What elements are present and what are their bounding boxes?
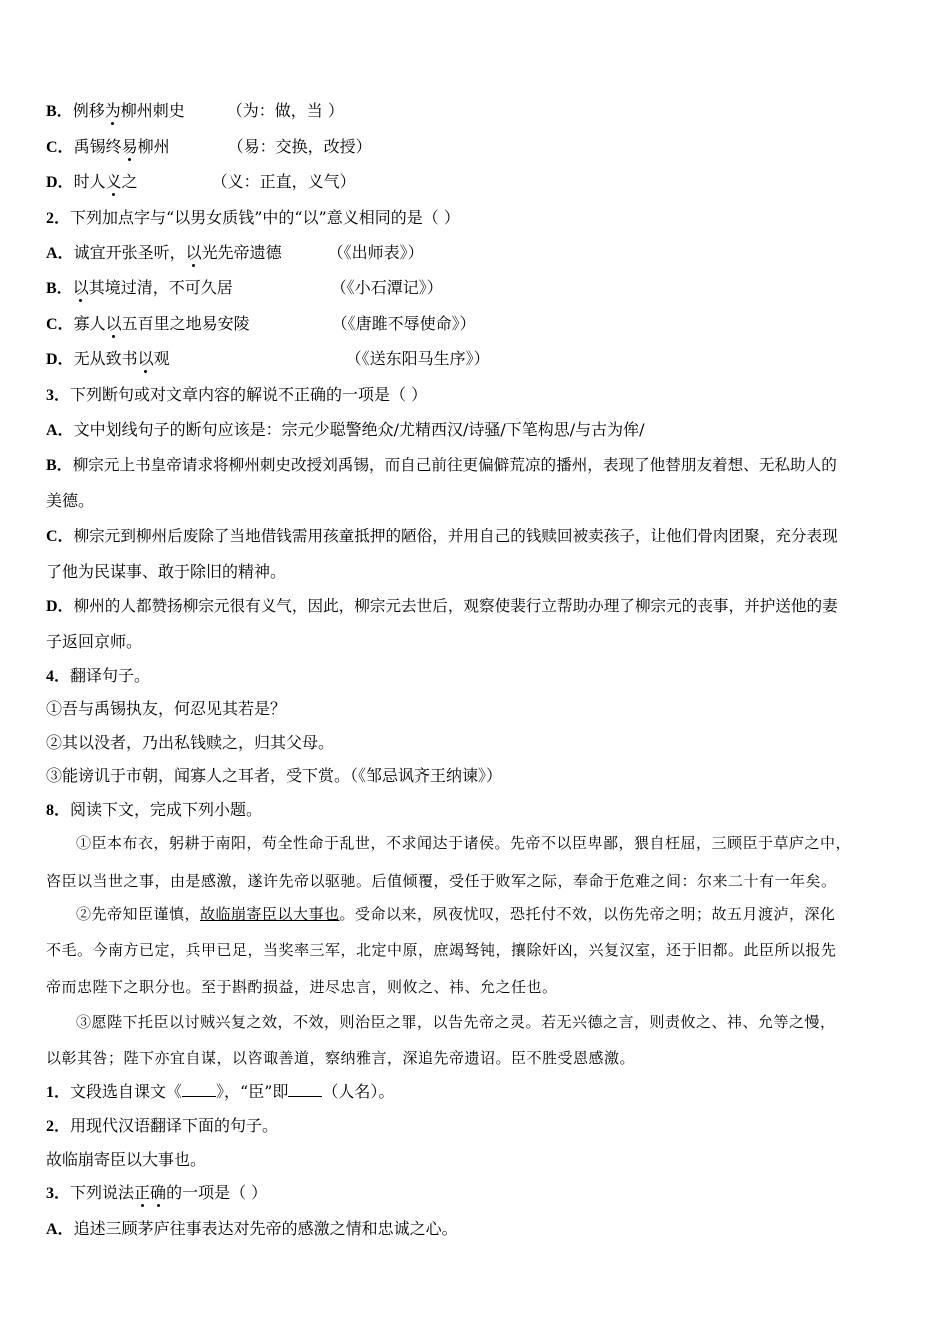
question-4-item-2: ②其以没者，乃出私钱赎之，归其父母。 xyxy=(46,733,335,752)
subquestion-2-sentence: 故临崩寄臣以大事也。 xyxy=(46,1150,207,1169)
subquestion-2: 2．用现代汉语翻译下面的句子。 xyxy=(46,1116,279,1135)
option-c: C．禹锡终易柳州 （易：交换，改授） xyxy=(46,137,372,156)
passage-paragraph-1: ①臣本布衣，躬耕于南阳，苟全性命于乱世，不求闻达于诸侯。先帝不以臣卑鄙，猥自枉屈，三顾臣于草庐之中， xyxy=(76,834,852,852)
answer-blank[interactable] xyxy=(288,1082,322,1097)
question-3-option-a: A．文中划线句子的断句应该是：宗元少聪警绝众/尤精西汉/诗骚/下笔构思/与古为侔/ xyxy=(46,420,645,439)
passage-paragraph-1-cont: 咨臣以当世之事，由是感激，遂许先帝以驱驰。后值倾覆，受任于败军之际，奉命于危难之间：尔来二十有一年矣。 xyxy=(46,872,837,890)
question-3-option-b: B．柳宗元上书皇帝请求将柳州刺史改授刘禹锡，而自己前往更偏僻荒凉的播州，表现了他替朋友着想、无私助人的 xyxy=(46,456,837,474)
emphasis-dot-char: 以 xyxy=(105,314,122,333)
question-4-item-1: ①吾与禹锡执友，何忍见其若是？ xyxy=(46,699,287,718)
subquestion-3: 3．下列说法正确的一项是（ ） xyxy=(46,1183,268,1202)
passage-paragraph-3-cont: 以彰其咎；陛下亦宜自谋，以咨诹善道，察纳雅言，深追先帝遗诏。臣不胜受恩感激。 xyxy=(46,1049,636,1067)
option-b: B．例移为柳州刺史 （为：做，当 ） xyxy=(46,101,344,120)
question-3-option-c-cont: 了他为民谋事、敢于除旧的精神。 xyxy=(46,562,287,581)
emphasis-dot-char: 以 xyxy=(137,349,154,368)
subquestion-1: 1．文段选自课文《 》，“臣”即 （人名）。 xyxy=(46,1082,395,1101)
option-note: （为：做，当 ） xyxy=(226,101,344,120)
emphasis-dot-char: 易 xyxy=(121,137,138,156)
emphasis-dot-char: 正 xyxy=(134,1183,151,1202)
question-3-option-d: D．柳州的人都赞扬柳宗元很有义气，因此，柳宗元去世后，观察使裴行立帮助办理了柳宗元的丧事，并护送他的妻 xyxy=(46,597,838,615)
question-2-option-c: C．寡人以五百里之地易安陵 （《唐雎不辱使命》） xyxy=(46,314,476,333)
question-3-option-b-cont: 美德。 xyxy=(46,491,95,510)
option-label: B． xyxy=(46,103,73,120)
question-3-option-d-cont: 子返回京师。 xyxy=(46,632,143,651)
passage-paragraph-2: ②先帝知臣谨慎，故临崩寄臣以大事也。受命以来，夙夜忧叹，恐托付不效，以伤先帝之明；故五月渡泸，深化 xyxy=(76,905,836,923)
question-2-option-b: B．以其境过清，不可久居 （《小石潭记》） xyxy=(46,278,443,297)
answer-blank[interactable] xyxy=(182,1082,216,1097)
question-2-option-a: A．诚宜开张圣听，以光先帝遗德 （《出师表》） xyxy=(46,243,424,262)
emphasis-dot-char: 义 xyxy=(105,172,122,191)
question-2-option-d: D．无从致书以观 （《送东阳马生序》） xyxy=(46,349,490,368)
emphasis-dot-char: 为 xyxy=(104,101,121,120)
option-note: （义：正直，义气） xyxy=(211,172,356,191)
emphasis-dot-char: 以 xyxy=(72,278,89,297)
question-2: 2．下列加点字与“以男女质钱”中的“以”意义相同的是（ ） xyxy=(46,208,460,227)
question-3: 3．下列断句或对文章内容的解说不正确的一项是（ ） xyxy=(46,385,428,404)
passage-paragraph-2-cont-2: 帝而忠陛下之职分也。至于斟酌损益，进尽忠言，则攸之、祎、允之任也。 xyxy=(46,978,558,996)
question-4-item-3: ③能谤讥于市朝，闻寡人之耳者，受下赏。（《邹忌讽齐王纳谏》） xyxy=(46,766,503,785)
subquestion-3-option-a: A．追述三顾茅庐往事表达对先帝的感激之情和忠诚之心。 xyxy=(46,1219,458,1238)
option-d: D．时人义之 （义：正直，义气） xyxy=(46,172,356,191)
emphasis-dot-char: 确 xyxy=(150,1183,167,1202)
question-4: 4．翻译句子。 xyxy=(46,666,151,685)
underlined-sentence: 故临崩寄臣以大事也 xyxy=(200,905,340,923)
passage-paragraph-2-cont-1: 不毛。今南方已定，兵甲已足，当奖率三军，北定中原，庶竭驽钝，攘除奸凶，兴复汉室，还于旧都。此臣所以报先 xyxy=(46,941,837,959)
option-note: （易：交换，改授） xyxy=(227,137,372,156)
question-3-option-c: C．柳宗元到柳州后废除了当地借钱需用孩童抵押的陋俗，并用自己的钱赎回被卖孩子，让他们骨肉团聚，充分表现 xyxy=(46,527,838,545)
emphasis-dot-char: 以 xyxy=(185,243,202,262)
passage-paragraph-3: ③愿陛下托臣以讨贼兴复之效，不效，则治臣之罪，以告先帝之灵。若无兴德之言，则责攸之、祎、允等之慢， xyxy=(76,1013,836,1031)
question-8: 8．阅读下文，完成下列小题。 xyxy=(46,800,263,819)
